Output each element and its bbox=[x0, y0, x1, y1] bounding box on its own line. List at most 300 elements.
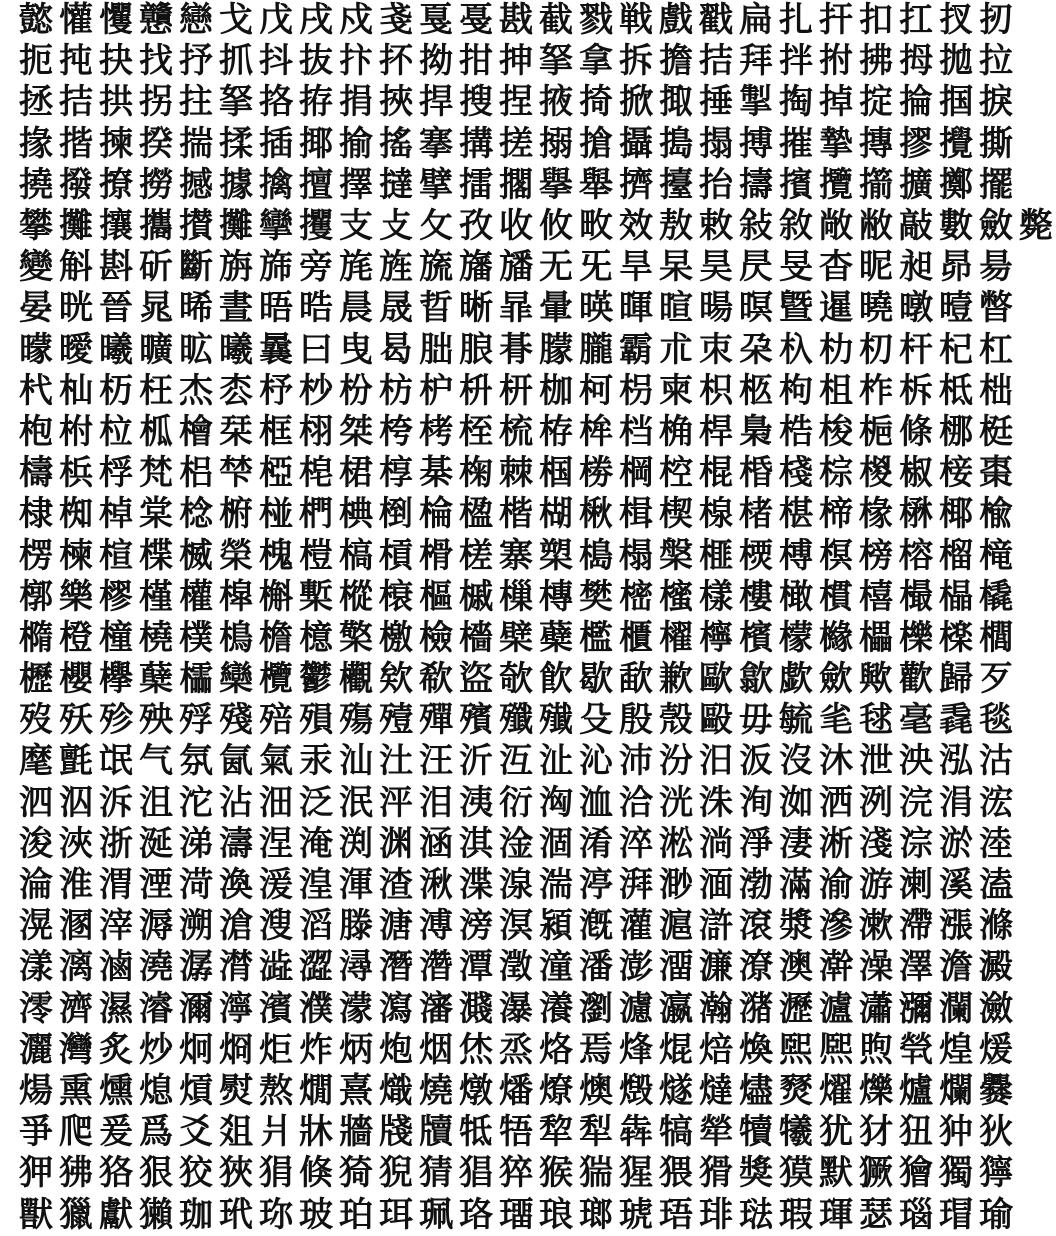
glyph: 拏 bbox=[219, 82, 253, 123]
glyph: 澎 bbox=[619, 947, 653, 988]
glyph: 涕 bbox=[179, 823, 213, 864]
glyph: 殞 bbox=[299, 700, 333, 741]
glyph: 獵 bbox=[59, 1194, 93, 1235]
glyph: 樛 bbox=[99, 576, 133, 617]
glyph: 拊 bbox=[819, 41, 853, 82]
glyph: 晟 bbox=[379, 288, 413, 329]
glyph: 擂 bbox=[459, 164, 493, 205]
glyph-row bbox=[16, 247, 1013, 288]
glyph: 燧 bbox=[659, 1070, 693, 1111]
glyph: 楸 bbox=[579, 494, 613, 535]
glyph: 攫 bbox=[299, 206, 333, 247]
glyph: 摶 bbox=[859, 123, 893, 164]
glyph: 榱 bbox=[379, 576, 413, 617]
glyph: 漿 bbox=[779, 906, 813, 947]
glyph: 旌 bbox=[379, 247, 413, 288]
glyph: 柤 bbox=[819, 370, 853, 411]
glyph: 歹 bbox=[979, 659, 1013, 700]
glyph: 擱 bbox=[499, 164, 533, 205]
glyph: 珸 bbox=[659, 1194, 693, 1235]
glyph: 敝 bbox=[859, 206, 893, 247]
glyph: 朸 bbox=[819, 329, 853, 370]
glyph: 牆 bbox=[339, 1112, 373, 1153]
glyph: 杞 bbox=[939, 329, 973, 370]
glyph: 戲 bbox=[659, 0, 693, 41]
glyph: 杙 bbox=[19, 370, 53, 411]
glyph: 柯 bbox=[579, 370, 613, 411]
glyph-row bbox=[16, 1153, 1013, 1194]
glyph: 渺 bbox=[659, 865, 693, 906]
glyph: 洫 bbox=[579, 782, 613, 823]
glyph: 旡 bbox=[579, 247, 613, 288]
glyph: 歐 bbox=[699, 659, 733, 700]
glyph: 條 bbox=[899, 411, 933, 452]
glyph: 攅 bbox=[179, 206, 213, 247]
glyph: 昵 bbox=[859, 247, 893, 288]
glyph: 晧 bbox=[299, 288, 333, 329]
glyph: 氓 bbox=[99, 741, 133, 782]
glyph: 掎 bbox=[579, 82, 613, 123]
glyph: 戌 bbox=[299, 0, 333, 41]
glyph: 暉 bbox=[619, 288, 653, 329]
glyph: 獎 bbox=[739, 1153, 773, 1194]
glyph: 拿 bbox=[579, 41, 613, 82]
glyph: 杣 bbox=[59, 370, 93, 411]
glyph: 毬 bbox=[859, 700, 893, 741]
glyph: 淤 bbox=[939, 823, 973, 864]
glyph: 柩 bbox=[739, 370, 773, 411]
glyph: 獪 bbox=[899, 1153, 933, 1194]
glyph: 瑁 bbox=[939, 1194, 973, 1235]
glyph: 摧 bbox=[779, 123, 813, 164]
glyph: 琺 bbox=[739, 1194, 773, 1235]
glyph: 擔 bbox=[659, 41, 693, 82]
glyph: 猝 bbox=[499, 1153, 533, 1194]
glyph: 湎 bbox=[699, 865, 733, 906]
glyph: 瀰 bbox=[899, 988, 933, 1029]
glyph: 枋 bbox=[379, 370, 413, 411]
glyph: 涅 bbox=[259, 823, 293, 864]
glyph: 樂 bbox=[59, 576, 93, 617]
glyph: 爨 bbox=[979, 1070, 1013, 1111]
glyph: 漓 bbox=[59, 947, 93, 988]
glyph: 殫 bbox=[419, 700, 453, 741]
glyph: 猯 bbox=[579, 1153, 613, 1194]
glyph: 沾 bbox=[219, 782, 253, 823]
glyph-row bbox=[16, 700, 1013, 741]
glyph: 攝 bbox=[619, 123, 653, 164]
glyph: 洒 bbox=[819, 782, 853, 823]
glyph: 揩 bbox=[59, 123, 93, 164]
glyph: 拌 bbox=[779, 41, 813, 82]
glyph: 燗 bbox=[299, 1070, 333, 1111]
glyph: 玳 bbox=[219, 1194, 253, 1235]
glyph: 旻 bbox=[779, 247, 813, 288]
glyph: 漲 bbox=[939, 906, 973, 947]
glyph: 汞 bbox=[299, 741, 333, 782]
glyph: 瀋 bbox=[419, 988, 453, 1029]
glyph: 搜 bbox=[459, 82, 493, 123]
glyph: 燔 bbox=[499, 1070, 533, 1111]
glyph: 曠 bbox=[139, 329, 173, 370]
glyph: 寨 bbox=[499, 535, 533, 576]
glyph: 搆 bbox=[459, 123, 493, 164]
glyph: 獺 bbox=[139, 1194, 173, 1235]
glyph: 洵 bbox=[739, 782, 773, 823]
glyph: 暹 bbox=[819, 288, 853, 329]
glyph: 櫂 bbox=[659, 617, 693, 658]
glyph: 榕 bbox=[899, 535, 933, 576]
glyph: 枳 bbox=[699, 370, 733, 411]
glyph: 棔 bbox=[739, 453, 773, 494]
glyph: 游 bbox=[859, 865, 893, 906]
glyph: 斛 bbox=[59, 247, 93, 288]
glyph: 燼 bbox=[739, 1070, 773, 1111]
glyph: 掉 bbox=[819, 82, 853, 123]
glyph: 槲 bbox=[259, 576, 293, 617]
glyph: 爰 bbox=[99, 1112, 133, 1153]
glyph: 烋 bbox=[459, 1029, 493, 1070]
glyph: 椄 bbox=[939, 453, 973, 494]
glyph: 朧 bbox=[579, 329, 613, 370]
glyph: 檮 bbox=[19, 453, 53, 494]
glyph: 櫁 bbox=[659, 576, 693, 617]
glyph: 氣 bbox=[259, 741, 293, 782]
glyph: 瀛 bbox=[659, 988, 693, 1029]
glyph: 椪 bbox=[259, 494, 293, 535]
glyph: 洳 bbox=[779, 782, 813, 823]
glyph: 渙 bbox=[219, 865, 253, 906]
glyph: 猜 bbox=[419, 1153, 453, 1194]
glyph: 椦 bbox=[579, 453, 613, 494]
glyph: 浣 bbox=[899, 782, 933, 823]
glyph: 樓 bbox=[739, 576, 773, 617]
glyph: 爍 bbox=[859, 1070, 893, 1111]
glyph: 朶 bbox=[739, 329, 773, 370]
glyph: 楮 bbox=[739, 494, 773, 535]
glyph: 滄 bbox=[219, 906, 253, 947]
glyph: 杲 bbox=[659, 247, 693, 288]
glyph: 璢 bbox=[499, 1194, 533, 1235]
glyph-row bbox=[16, 947, 1013, 988]
glyph: 槞 bbox=[979, 535, 1013, 576]
glyph: 沺 bbox=[259, 782, 293, 823]
glyph: 樔 bbox=[499, 576, 533, 617]
glyph: 桴 bbox=[99, 453, 133, 494]
glyph: 桙 bbox=[579, 411, 613, 452]
glyph: 燒 bbox=[419, 1070, 453, 1111]
glyph: 爿 bbox=[259, 1112, 293, 1153]
glyph: 樌 bbox=[819, 576, 853, 617]
glyph: 澡 bbox=[859, 947, 893, 988]
glyph: 朿 bbox=[699, 329, 733, 370]
glyph: 漾 bbox=[19, 947, 53, 988]
glyph: 曦 bbox=[99, 329, 133, 370]
glyph: 烙 bbox=[539, 1029, 573, 1070]
glyph: 敞 bbox=[819, 206, 853, 247]
glyph: 煬 bbox=[19, 1070, 53, 1111]
glyph: 沐 bbox=[819, 741, 853, 782]
glyph: 澑 bbox=[659, 947, 693, 988]
glyph: 扞 bbox=[819, 0, 853, 41]
glyph: 犢 bbox=[739, 1112, 773, 1153]
glyph: 瀏 bbox=[579, 988, 613, 1029]
glyph: 溯 bbox=[179, 906, 213, 947]
glyph-row bbox=[16, 82, 1013, 123]
glyph: 椚 bbox=[299, 494, 333, 535]
glyph: 抉 bbox=[99, 41, 133, 82]
glyph: 档 bbox=[619, 411, 653, 452]
glyph: 斃 bbox=[1019, 206, 1053, 247]
glyph: 榜 bbox=[859, 535, 893, 576]
glyph: 焉 bbox=[579, 1029, 613, 1070]
glyph: 戊 bbox=[259, 0, 293, 41]
glyph: 搦 bbox=[539, 123, 573, 164]
glyph: 梺 bbox=[219, 453, 253, 494]
glyph: 澱 bbox=[979, 947, 1013, 988]
glyph: 收 bbox=[499, 206, 533, 247]
glyph: 捩 bbox=[979, 82, 1013, 123]
glyph: 抓 bbox=[219, 41, 253, 82]
glyph: 瀟 bbox=[859, 988, 893, 1029]
glyph: 汕 bbox=[339, 741, 373, 782]
glyph: 滕 bbox=[339, 906, 373, 947]
glyph: 殷 bbox=[619, 700, 653, 741]
glyph: 烟 bbox=[419, 1029, 453, 1070]
glyph: 抃 bbox=[339, 41, 373, 82]
glyph: 熏 bbox=[59, 1070, 93, 1111]
glyph: 拜 bbox=[739, 41, 773, 82]
glyph: 泙 bbox=[379, 782, 413, 823]
glyph: 滂 bbox=[459, 906, 493, 947]
glyph: 檐 bbox=[259, 617, 293, 658]
glyph: 梔 bbox=[859, 411, 893, 452]
glyph: 旒 bbox=[419, 247, 453, 288]
glyph: 槹 bbox=[219, 576, 253, 617]
glyph: 揶 bbox=[299, 123, 333, 164]
glyph: 沮 bbox=[139, 782, 173, 823]
glyph: 沱 bbox=[179, 782, 213, 823]
glyph: 抻 bbox=[499, 41, 533, 82]
glyph: 梵 bbox=[139, 453, 173, 494]
glyph: 泯 bbox=[339, 782, 373, 823]
glyph: 霸 bbox=[619, 329, 653, 370]
glyph: 溥 bbox=[419, 906, 453, 947]
glyph: 淆 bbox=[579, 823, 613, 864]
glyph: 栞 bbox=[219, 411, 253, 452]
glyph: 戀 bbox=[179, 0, 213, 41]
glyph: 晄 bbox=[59, 288, 93, 329]
glyph: 爻 bbox=[179, 1112, 213, 1153]
glyph: 歛 bbox=[819, 659, 853, 700]
glyph: 琿 bbox=[819, 1194, 853, 1235]
glyph: 曚 bbox=[19, 329, 53, 370]
glyph: 煕 bbox=[779, 1029, 813, 1070]
glyph: 柞 bbox=[859, 370, 893, 411]
glyph: 拉 bbox=[979, 41, 1013, 82]
glyph: 摎 bbox=[899, 123, 933, 164]
glyph: 熹 bbox=[339, 1070, 373, 1111]
glyph: 默 bbox=[819, 1153, 853, 1194]
glyph: 攵 bbox=[419, 206, 453, 247]
glyph: 檳 bbox=[739, 617, 773, 658]
glyph: 棯 bbox=[179, 494, 213, 535]
glyph: 杆 bbox=[899, 329, 933, 370]
glyph: 橇 bbox=[979, 576, 1013, 617]
glyph: 棹 bbox=[99, 494, 133, 535]
glyph: 戛 bbox=[419, 0, 453, 41]
glyph-row bbox=[16, 1112, 1013, 1153]
glyph: 泗 bbox=[19, 782, 53, 823]
glyph: 櫚 bbox=[979, 617, 1013, 658]
glyph: 泝 bbox=[99, 782, 133, 823]
glyph: 掫 bbox=[659, 82, 693, 123]
glyph: 狒 bbox=[59, 1153, 93, 1194]
glyph: 淇 bbox=[459, 823, 493, 864]
glyph: 牘 bbox=[419, 1112, 453, 1153]
glyph: 潺 bbox=[179, 947, 213, 988]
glyph: 澣 bbox=[819, 947, 853, 988]
glyph: 炳 bbox=[339, 1029, 373, 1070]
glyph: 撕 bbox=[979, 123, 1013, 164]
glyph: 揆 bbox=[139, 123, 173, 164]
glyph: 榾 bbox=[419, 535, 453, 576]
glyph: 擘 bbox=[419, 164, 453, 205]
glyph: 炸 bbox=[299, 1029, 333, 1070]
glyph: 楲 bbox=[179, 535, 213, 576]
glyph: 楪 bbox=[139, 535, 173, 576]
glyph: 旆 bbox=[259, 247, 293, 288]
glyph: 檢 bbox=[419, 617, 453, 658]
glyph: 檻 bbox=[579, 617, 613, 658]
glyph: 泛 bbox=[299, 782, 333, 823]
glyph: 澀 bbox=[299, 947, 333, 988]
glyph: 椏 bbox=[259, 453, 293, 494]
glyph: 泅 bbox=[59, 782, 93, 823]
glyph: 搏 bbox=[739, 123, 773, 164]
glyph: 柎 bbox=[59, 411, 93, 452]
glyph: 椒 bbox=[899, 453, 933, 494]
glyph: 珞 bbox=[459, 1194, 493, 1235]
glyph: 獻 bbox=[99, 1194, 133, 1235]
glyph: 扽 bbox=[59, 41, 93, 82]
glyph: 浚 bbox=[19, 823, 53, 864]
glyph: 洶 bbox=[539, 782, 573, 823]
glyph: 燉 bbox=[459, 1070, 493, 1111]
glyph: 炒 bbox=[139, 1029, 173, 1070]
glyph: 檗 bbox=[499, 617, 533, 658]
glyph: 柬 bbox=[659, 370, 693, 411]
glyph: 殃 bbox=[139, 700, 173, 741]
glyph: 棠 bbox=[139, 494, 173, 535]
glyph: 杪 bbox=[299, 370, 333, 411]
glyph: 濱 bbox=[259, 988, 293, 1029]
glyph: 汨 bbox=[699, 741, 733, 782]
glyph: 毟 bbox=[819, 700, 853, 741]
glyph: 炯 bbox=[179, 1029, 213, 1070]
glyph: 沁 bbox=[579, 741, 613, 782]
glyph: 氈 bbox=[59, 741, 93, 782]
glyph: 檸 bbox=[699, 617, 733, 658]
glyph-row bbox=[16, 988, 1013, 1030]
glyph: 杰 bbox=[179, 370, 213, 411]
glyph: 攣 bbox=[259, 206, 293, 247]
glyph: 攬 bbox=[819, 164, 853, 205]
glyph: 鬱 bbox=[299, 659, 333, 700]
glyph: 瑯 bbox=[579, 1194, 613, 1235]
glyph: 棗 bbox=[979, 453, 1013, 494]
glyph: 犖 bbox=[699, 1112, 733, 1153]
glyph: 曳 bbox=[339, 329, 373, 370]
glyph-row bbox=[16, 576, 1013, 618]
glyph: 煢 bbox=[899, 1029, 933, 1070]
glyph: 殕 bbox=[259, 700, 293, 741]
glyph: 榿 bbox=[299, 535, 333, 576]
glyph: 暃 bbox=[499, 288, 533, 329]
glyph: 滓 bbox=[99, 906, 133, 947]
glyph: 牾 bbox=[499, 1112, 533, 1153]
glyph: 焜 bbox=[659, 1029, 693, 1070]
glyph: 曷 bbox=[379, 329, 413, 370]
glyph: 湶 bbox=[499, 865, 533, 906]
glyph: 昶 bbox=[899, 247, 933, 288]
glyph: 挌 bbox=[259, 82, 293, 123]
glyph: 炮 bbox=[379, 1029, 413, 1070]
glyph: 掖 bbox=[539, 82, 573, 123]
glyph: 猥 bbox=[659, 1153, 693, 1194]
glyph-row bbox=[16, 1029, 1013, 1071]
glyph: 檄 bbox=[379, 617, 413, 658]
glyph: 椢 bbox=[539, 453, 573, 494]
glyph: 楔 bbox=[659, 494, 693, 535]
glyph: 珮 bbox=[419, 1194, 453, 1235]
glyph: 滷 bbox=[99, 947, 133, 988]
glyph: 湟 bbox=[299, 865, 333, 906]
glyph: 琅 bbox=[539, 1194, 573, 1235]
glyph: 晞 bbox=[179, 288, 213, 329]
glyph-row bbox=[16, 823, 1013, 865]
glyph: 撼 bbox=[179, 164, 213, 205]
glyph: 狡 bbox=[179, 1153, 213, 1194]
glyph: 樸 bbox=[179, 617, 213, 658]
glyph: 猩 bbox=[619, 1153, 653, 1194]
glyph: 槐 bbox=[259, 535, 293, 576]
glyph: 柧 bbox=[139, 411, 173, 452]
glyph: 擲 bbox=[939, 164, 973, 205]
glyph: 濘 bbox=[219, 988, 253, 1029]
glyph: 滬 bbox=[659, 906, 693, 947]
glyph: 爲 bbox=[139, 1112, 173, 1153]
glyph: 昴 bbox=[939, 247, 973, 288]
glyph: 沽 bbox=[979, 741, 1013, 782]
glyph: 曩 bbox=[259, 329, 293, 370]
glyph: 戍 bbox=[339, 0, 373, 41]
glyph: 潛 bbox=[379, 947, 413, 988]
glyph: 樣 bbox=[699, 576, 733, 617]
glyph: 煌 bbox=[939, 1029, 973, 1070]
glyph: 珀 bbox=[339, 1194, 373, 1235]
glyph: 瑕 bbox=[779, 1194, 813, 1235]
glyph: 欷 bbox=[419, 659, 453, 700]
glyph: 琲 bbox=[699, 1194, 733, 1235]
glyph: 濤 bbox=[219, 823, 253, 864]
glyph: 揀 bbox=[99, 123, 133, 164]
glyph: 掴 bbox=[939, 82, 973, 123]
glyph: 獰 bbox=[979, 1153, 1013, 1194]
glyph: 櫻 bbox=[59, 659, 93, 700]
glyph: 楡 bbox=[979, 494, 1013, 535]
glyph: 燻 bbox=[99, 1070, 133, 1111]
